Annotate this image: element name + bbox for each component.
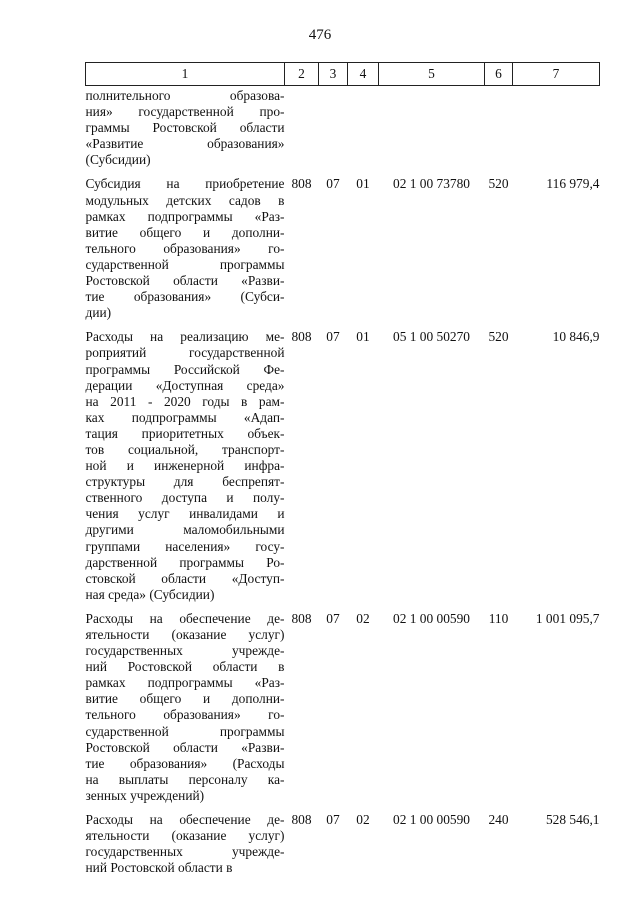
description-line: витие общего и дополни-	[85, 224, 285, 240]
description-line: группами населения» госу-	[85, 538, 285, 554]
description-line: сударственной программы	[85, 723, 285, 739]
description-line: структуры для беспрепят-	[85, 474, 285, 490]
page-number: 476	[308, 27, 332, 43]
col-header-2: 2	[285, 63, 319, 86]
description-line: модульных детских садов в	[85, 192, 285, 208]
cell-subsection-code: 02	[356, 610, 370, 626]
cell-expense-type: 110	[488, 610, 509, 626]
col-header-6: 6	[485, 63, 513, 86]
description-line: (Субсидии)	[85, 152, 151, 168]
description-line: Ростовской области «Разви-	[85, 739, 285, 755]
description-line: ственного доступа и полу-	[85, 490, 285, 506]
budget-table	[85, 62, 600, 884]
description-line: Расходы на реализацию ме-	[85, 329, 285, 345]
description-line: ках подпрограммы «Адап-	[85, 409, 285, 425]
cell-ministry-code: 808	[291, 812, 312, 828]
col-header-3: 3	[319, 63, 348, 86]
description-line: на выплаты персоналу ка-	[85, 771, 285, 787]
description-line: тельного образования» го-	[85, 707, 285, 723]
cell-amount: 10 846,9	[552, 329, 600, 345]
cell-section-code: 07	[326, 176, 340, 192]
cell-expense-type: 520	[488, 329, 509, 345]
description-line: тие образования» (Субси-	[85, 289, 285, 305]
description-line: Субсидия на приобретение	[85, 176, 285, 192]
description-line: зенных учреждений)	[85, 787, 205, 803]
cell-amount: 116 979,4	[546, 176, 600, 192]
description-line: стовской области «Доступ-	[85, 570, 285, 586]
description-line: на 2011 - 2020 годы в рам-	[85, 393, 285, 409]
cell-subsection-code: 02	[356, 812, 370, 828]
description-line: тие образования» (Расходы	[85, 755, 285, 771]
description-line: ной и инженерной инфра-	[85, 458, 285, 474]
description-line: дии)	[85, 305, 112, 321]
cell-amount: 528 546,1	[545, 812, 600, 828]
header-row	[86, 63, 600, 86]
row-description	[86, 611, 285, 812]
cell-amount: 1 001 095,7	[535, 610, 600, 626]
description-line: ний Ростовской области в	[85, 860, 233, 876]
cell-target-article: 02 1 00 00590	[393, 812, 470, 828]
row-description	[86, 812, 285, 884]
description-line: государственных учрежде-	[85, 643, 285, 659]
cell-target-article: 05 1 00 50270	[393, 329, 470, 345]
description-line: другими маломобильными	[85, 522, 285, 538]
cell-target-article: 02 1 00 00590	[393, 610, 470, 626]
row-description	[86, 176, 285, 329]
description-line: ний Ростовской области в	[85, 659, 285, 675]
row-description	[86, 329, 285, 611]
description-line: программы Российской Фе-	[85, 361, 285, 377]
description-line: Расходы на обеспечение де-	[85, 812, 285, 828]
description-line: государственных учрежде-	[85, 844, 285, 860]
cell-subsection-code	[348, 86, 379, 177]
cell-ministry-code: 808	[291, 176, 312, 192]
cell-section-code: 07	[326, 610, 340, 626]
cell-subsection-code: 01	[356, 329, 370, 345]
cell-section-code: 07	[326, 812, 340, 828]
col-header-4: 4	[348, 63, 379, 86]
table-row	[86, 86, 600, 177]
description-line: ния» государственной про-	[85, 104, 285, 120]
description-line: «Развитие образования»	[85, 136, 285, 152]
description-line: сударственной программы	[85, 256, 285, 272]
description-line: рамках подпрограммы «Раз-	[85, 208, 285, 224]
cell-subsection-code: 01	[356, 176, 370, 192]
cell-section-code: 07	[326, 329, 340, 345]
cell-ministry-code: 808	[291, 610, 312, 626]
table-row	[86, 611, 600, 812]
description-line: граммы Ростовской области	[85, 120, 285, 136]
table-row	[86, 812, 600, 884]
description-line: дерации «Доступная среда»	[85, 377, 285, 393]
table-row	[86, 329, 600, 611]
description-line: дарственной программы Ро-	[85, 554, 285, 570]
description-line: чения услуг инвалидами и	[85, 506, 285, 522]
table-body	[86, 86, 600, 885]
col-header-5: 5	[379, 63, 485, 86]
cell-ministry-code	[285, 86, 319, 177]
row-description	[86, 86, 285, 177]
description-line: ятельности (оказание услуг)	[85, 828, 285, 844]
table-row	[86, 176, 600, 329]
description-line: тация приоритетных объек-	[85, 425, 285, 441]
col-header-7: 7	[513, 63, 600, 86]
cell-expense-type: 520	[488, 176, 509, 192]
cell-amount	[513, 86, 600, 177]
cell-target-article: 02 1 00 73780	[393, 176, 470, 192]
cell-ministry-code: 808	[291, 329, 312, 345]
col-header-1: 1	[86, 63, 285, 86]
cell-expense-type: 240	[488, 812, 509, 828]
description-line: полнительного образова-	[85, 88, 285, 103]
description-line: тельного образования» го-	[85, 240, 285, 256]
description-line: рамках подпрограммы «Раз-	[85, 675, 285, 691]
description-line: ная среда» (Субсидии)	[85, 586, 215, 602]
description-line: Ростовской области «Разви-	[85, 273, 285, 289]
cell-expense-type	[485, 86, 513, 177]
cell-section-code	[319, 86, 348, 177]
description-line: тов социальной, транспорт-	[85, 441, 285, 457]
cell-target-article	[379, 86, 485, 177]
description-line: витие общего и дополни-	[85, 691, 285, 707]
description-line: Расходы на обеспечение де-	[85, 610, 285, 626]
description-line: ятельности (оказание услуг)	[85, 627, 285, 642]
description-line: роприятий государственной	[85, 345, 285, 361]
